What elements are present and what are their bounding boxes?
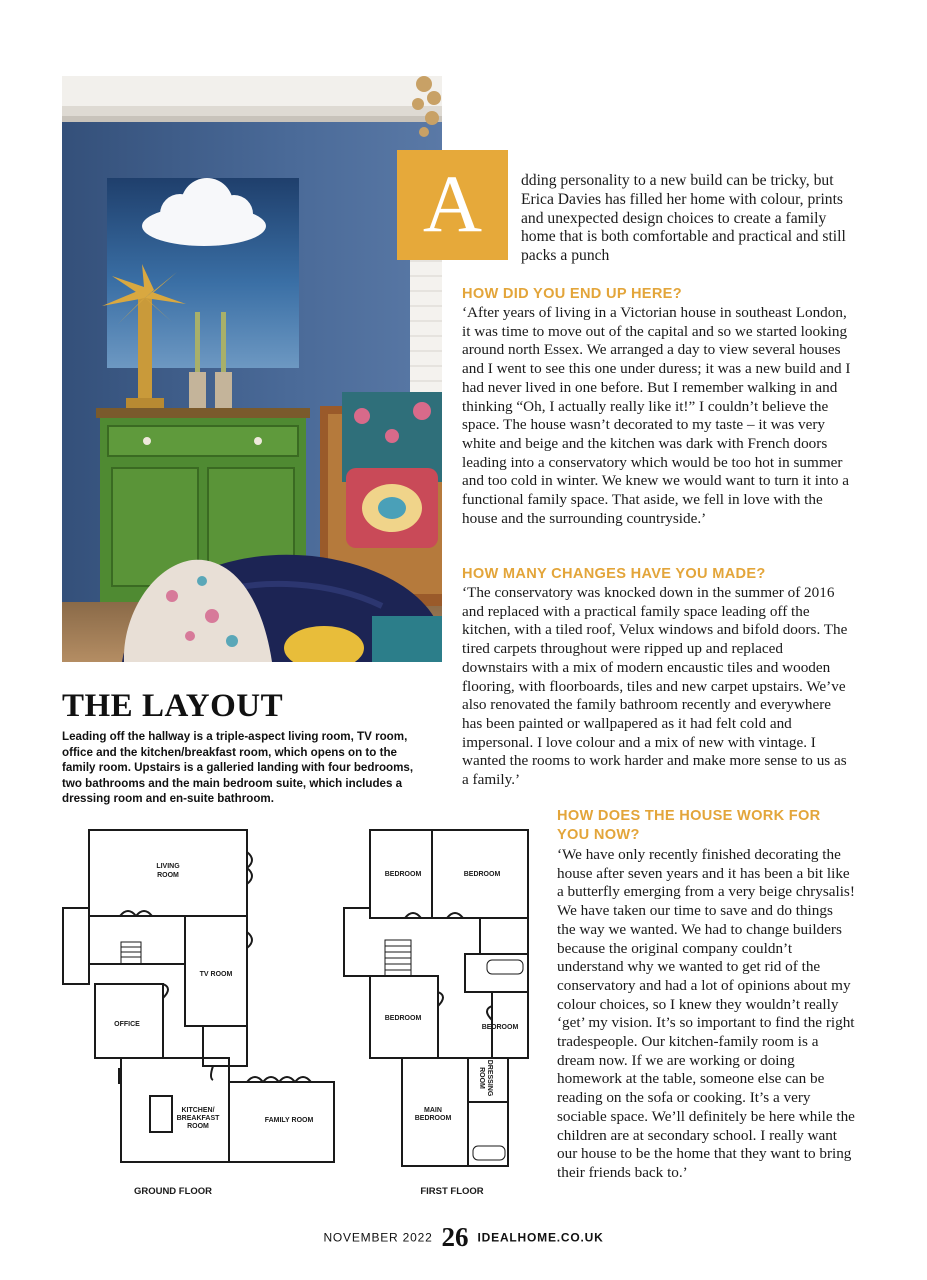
question-heading: HOW DOES THE HOUSE WORK FOR YOU NOW? xyxy=(557,808,821,843)
room-label: ROOM xyxy=(157,872,179,879)
room-label: BEDROOM xyxy=(463,871,501,878)
floor-label-first: FIRST FLOOR xyxy=(420,1186,484,1197)
room-label: ROOM xyxy=(187,1123,209,1130)
room-label: LIVING xyxy=(156,863,180,870)
room-label: KITCHEN/ xyxy=(181,1107,215,1114)
drop-cap xyxy=(397,150,508,260)
floor-label-ground: GROUND FLOOR xyxy=(133,1186,213,1197)
floor-plans xyxy=(55,822,545,1207)
answer-text: ‘We have only recently finished decorating the house after seven years and it has been a bit like a butterfly emerging from a very beige chrysalis! We have taken our time to save and do things the way we wanted. We had to change builders because the original company couldn’t understand why we wanted to get rid of the conservatory and had a lot of opinions about my colour choices, so I knew they wouldn’t really ‘get’ my vision. It’s so important to find the right tradespeople. Our kitchen-family room is a dream now. If we are working or doing homework at the table, someone else can be reading on the sofa or cooking. It’s a very sociable space. We’ll definitely be here while the children are at secondary school. I really want our house to be the home that they want to bring their friends back to.’ xyxy=(557,846,855,1181)
room-label: BEDROOM xyxy=(414,1115,452,1122)
room-label: ROOM xyxy=(478,1067,485,1089)
room-label: FAMILY ROOM xyxy=(264,1117,314,1124)
answer-text: ‘After years of living in a Victorian house in southeast London, it was time to move out of the capital and so we started looking around north Essex. We arranged a day to view several houses and I went to see this one under duress; it was a new build and I had never lived in one before. But I remember walking in and thinking “Oh, I actually really like it!” I couldn’t believe the space. The house wasn’t decorated to my taste – it was very white and beige and the kitchen was dark with French doors leading into a conservatory which would be too hot in summer and too cold in winter. We knew we would want to turn it into a functional family space. That aside, we fell in love with the house and the surrounding countryside.’ xyxy=(462,304,851,527)
question-heading: HOW DID YOU END UP HERE? xyxy=(462,286,682,302)
drop-cap-letter: A xyxy=(422,158,483,249)
room-label: OFFICE xyxy=(114,1021,140,1028)
site-url: IDEALHOME.CO.UK xyxy=(477,1230,604,1245)
room-label: TV ROOM xyxy=(199,971,233,978)
interior-photo xyxy=(62,76,442,662)
page-footer xyxy=(0,1222,927,1253)
page-number: 26 xyxy=(441,1222,469,1252)
intro-standfirst: dding personality to a new build can be tricky, but Erica Davies has filled her home with colour, prints and unexpected design choices to create a family home that is both comfortable and practical and still packs a punch xyxy=(521,172,846,265)
question-heading: HOW MANY CHANGES HAVE YOU MADE? xyxy=(462,566,766,582)
room-label: BEDROOM xyxy=(384,871,422,878)
room-label: BEDROOM xyxy=(481,1024,519,1031)
answer-text: ‘The conservatory was knocked down in the summer of 2016 and replaced with a practical family space leading off the kitchen, with a tiled roof, Velux windows and bifold doors. The tired carpets throughout were ripped up and replaced downstairs with a mix of modern encaustic tiles and wooden flooring, with floorboards, tiles and new carpet upstairs. We’ve also renovated the family bathroom recently and everywhere has been painted or wallpapered as it had felt cold and impersonal. I love colour and a mix of new with vintage. I wanted the rooms to work harder and make more sense to us as a family.’ xyxy=(462,584,848,789)
room-label: BREAKFAST xyxy=(176,1115,220,1122)
room-label: BEDROOM xyxy=(384,1015,422,1022)
issue-date: NOVEMBER 2022 xyxy=(323,1230,433,1245)
layout-description: Leading off the hallway is a triple-aspect living room, TV room, office and the kitchen/breakfast room, which opens on to the family room. Upstairs is a galleried landing with four bedrooms, two bathrooms and the main bedroom suite, which includes a dressing room and en-suite bathroom. xyxy=(62,730,414,806)
room-label: MAIN xyxy=(424,1107,442,1114)
room-label: DRESSING xyxy=(486,1059,493,1097)
layout-title: THE LAYOUT xyxy=(62,688,284,724)
